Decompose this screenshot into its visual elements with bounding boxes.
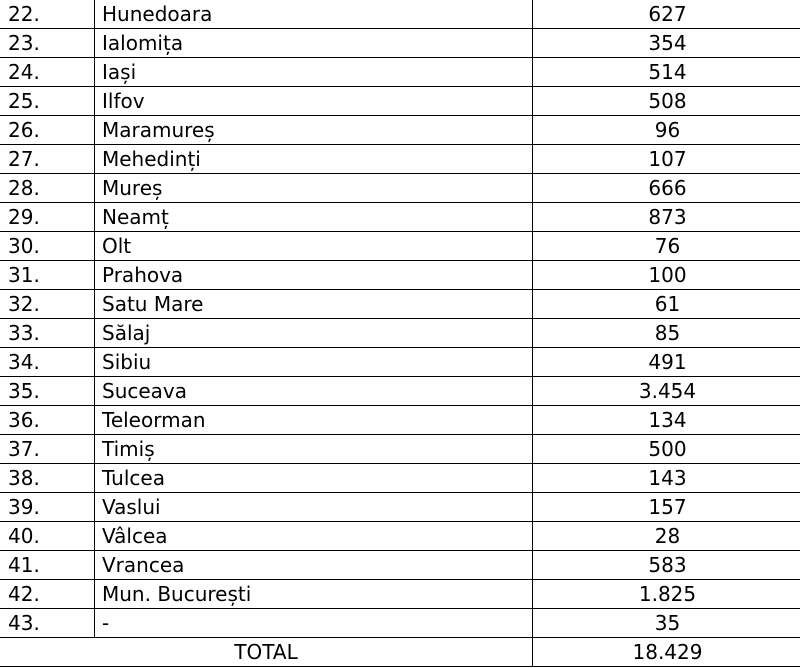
row-number: 26. [0,116,95,145]
row-number: 31. [0,261,95,290]
table-row [0,319,800,348]
county-value: 35 [533,609,800,638]
row-number: 32. [0,290,95,319]
county-value: 107 [533,145,800,174]
row-number: 28. [0,174,95,203]
table-row [0,377,800,406]
county-name: Tulcea [95,464,533,493]
row-number: 22. [0,0,95,29]
county-value: 583 [533,551,800,580]
table-row [0,232,800,261]
county-name: - [95,609,533,638]
table-row [0,290,800,319]
county-name: Ilfov [95,87,533,116]
county-name: Sălaj [95,319,533,348]
row-number: 29. [0,203,95,232]
table-row [0,29,800,58]
county-name: Vâlcea [95,522,533,551]
county-value: 514 [533,58,800,87]
county-value: 354 [533,29,800,58]
row-number: 40. [0,522,95,551]
county-value: 100 [533,261,800,290]
table-row [0,580,800,609]
county-name: Mun. București [95,580,533,609]
county-name: Iași [95,58,533,87]
county-value: 143 [533,464,800,493]
county-value: 85 [533,319,800,348]
county-value: 28 [533,522,800,551]
table-row [0,435,800,464]
row-number: 38. [0,464,95,493]
row-number: 37. [0,435,95,464]
county-value: 96 [533,116,800,145]
table-row [0,493,800,522]
total-value: 18.429 [533,638,800,667]
county-value: 491 [533,348,800,377]
county-name: Olt [95,232,533,261]
county-name: Suceava [95,377,533,406]
row-number: 39. [0,493,95,522]
table-row [0,609,800,638]
county-value: 627 [533,0,800,29]
county-name: Mureș [95,174,533,203]
county-value: 157 [533,493,800,522]
county-value: 134 [533,406,800,435]
table-row [0,522,800,551]
county-name: Maramureș [95,116,533,145]
county-value: 1.825 [533,580,800,609]
county-value: 500 [533,435,800,464]
county-name: Prahova [95,261,533,290]
county-name: Neamț [95,203,533,232]
table-row [0,406,800,435]
row-number: 23. [0,29,95,58]
table-row [0,58,800,87]
row-number: 36. [0,406,95,435]
total-label: TOTAL [0,638,533,667]
county-name: Sibiu [95,348,533,377]
county-name: Ialomița [95,29,533,58]
county-name: Teleorman [95,406,533,435]
row-number: 41. [0,551,95,580]
county-name: Vrancea [95,551,533,580]
row-number: 25. [0,87,95,116]
county-value: 666 [533,174,800,203]
county-name: Vaslui [95,493,533,522]
row-number: 35. [0,377,95,406]
county-name: Timiș [95,435,533,464]
row-number: 30. [0,232,95,261]
table-row [0,348,800,377]
county-value: 508 [533,87,800,116]
row-number: 43. [0,609,95,638]
row-number: 34. [0,348,95,377]
county-value: 873 [533,203,800,232]
table-row [0,145,800,174]
table-row [0,203,800,232]
table-row [0,87,800,116]
county-name: Hunedoara [95,0,533,29]
table-row [0,0,800,29]
county-name: Satu Mare [95,290,533,319]
row-number: 24. [0,58,95,87]
row-number: 33. [0,319,95,348]
total-row [0,638,800,667]
table-row [0,551,800,580]
table-row [0,174,800,203]
county-value: 61 [533,290,800,319]
table-row [0,261,800,290]
row-number: 27. [0,145,95,174]
county-value: 76 [533,232,800,261]
table-row [0,116,800,145]
county-value: 3.454 [533,377,800,406]
row-number: 42. [0,580,95,609]
county-name: Mehedinți [95,145,533,174]
table-row [0,464,800,493]
